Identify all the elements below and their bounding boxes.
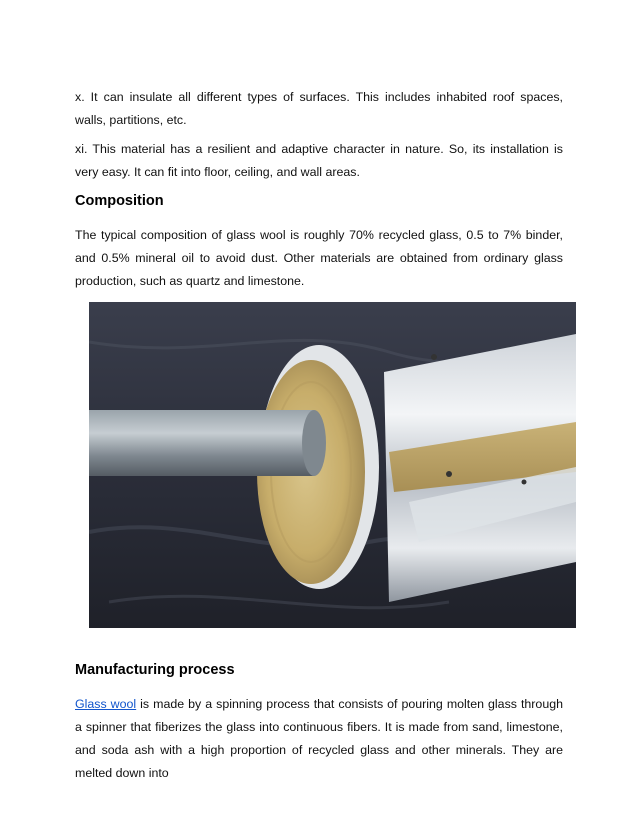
list-item-xi: xi. This material has a resilient and adaptive character in nature. So, its installation is very easy. It can fit into floor, ceiling, and wall areas. — [75, 142, 563, 179]
composition-heading: Composition — [75, 193, 164, 209]
pipe-insulation-photo — [89, 302, 576, 628]
list-item-x: x. It can insulate all different types of surfaces. This includes inhabited roof spaces, walls, partitions, etc. — [75, 90, 563, 127]
glass-wool-link[interactable]: Glass wool — [75, 697, 137, 711]
manufacturing-text: is made by a spinning process that consists of pouring molten glass through a spinner that fiberizes the glass into continuous fibers. It is made from sand, limestone, and soda ash with a high proportion of recycled glass and other minerals. They are melted down into — [75, 697, 563, 780]
manufacturing-heading: Manufacturing process — [75, 662, 235, 678]
manufacturing-paragraph — [75, 693, 563, 785]
composition-paragraph: The typical composition of glass wool is roughly 70% recycled glass, 0.5 to 7% binder, and 0.5% mineral oil to avoid dust. Other materials are obtained from ordinary glass production, such as quartz and limestone. — [75, 228, 563, 288]
